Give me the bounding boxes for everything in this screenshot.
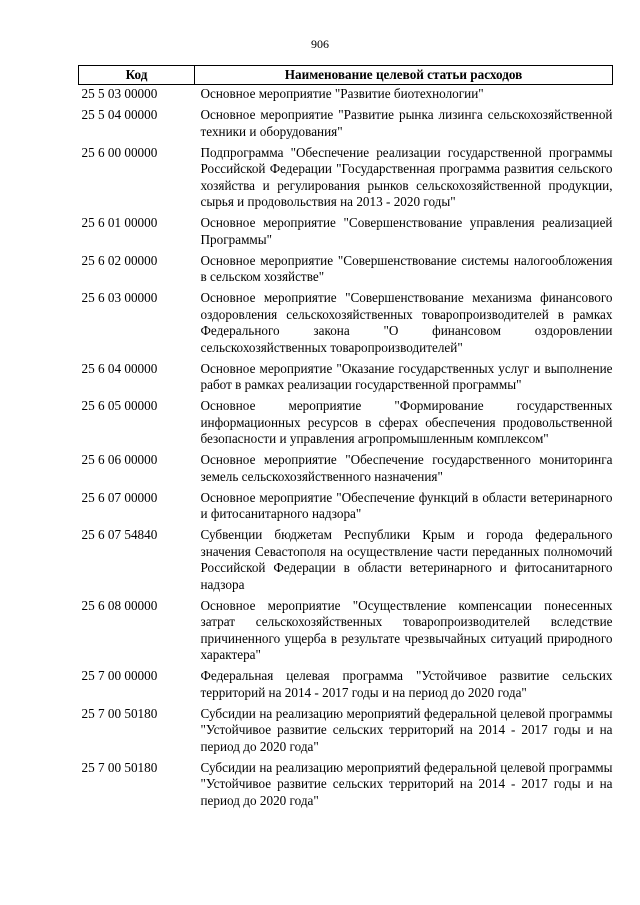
row-name: Субсидии на реализацию мероприятий федеральной целевой программы "Устойчивое развитие сельских территорий на 2014 - 2017 годы и на период до 2020 года" <box>200 705 613 754</box>
row-name: Основное мероприятие "Совершенствование управления реализацией Программы" <box>200 215 613 247</box>
row-name: Основное мероприятие "Развитие биотехнологии" <box>200 86 484 101</box>
table-row <box>79 398 613 452</box>
row-name: Субвенции бюджетам Республики Крым и города федерального значения Севастополя на осуществление части переданных полномочий Российской Федерации в области ветеринарного и фитосанитарного надзора <box>200 527 613 592</box>
table-row <box>79 290 613 361</box>
table-row <box>79 760 613 814</box>
row-code: 25 5 03 00000 <box>81 86 158 101</box>
row-code: 25 7 00 50180 <box>81 705 158 721</box>
table-row <box>79 361 613 399</box>
row-code: 25 6 06 00000 <box>81 452 158 467</box>
table-row <box>79 598 613 669</box>
table-header-row <box>79 66 613 85</box>
row-code: 25 6 02 00000 <box>81 252 158 268</box>
budget-items-table <box>78 65 613 814</box>
row-code: 25 7 00 00000 <box>81 668 158 683</box>
header-name: Наименование целевой статьи расходов <box>195 66 613 85</box>
table-row <box>79 145 613 216</box>
row-name: Основное мероприятие "Совершенствование механизма финансового оздоровления сельскохозяйственных товаропроизводителей в рамках Федерального закона "О финансовом оздоровлении сельскохозяйственных товаропроизводителей" <box>200 290 613 355</box>
table-row <box>79 452 613 490</box>
row-code: 25 6 08 00000 <box>81 597 158 613</box>
row-code: 25 6 00 00000 <box>81 144 158 160</box>
page-number: 906 <box>311 37 329 51</box>
row-name: Основное мероприятие "Обеспечение государственного мониторинга земель сельскохозяйственного назначения" <box>200 452 613 484</box>
row-code: 25 6 01 00000 <box>81 215 158 230</box>
table-row <box>79 706 613 760</box>
row-code: 25 6 03 00000 <box>81 290 158 305</box>
row-name: Основное мероприятие "Оказание государственных услуг и выполнение работ в рамках реализации государственной программы" <box>200 360 613 392</box>
table-row <box>79 527 613 598</box>
row-name: Основное мероприятие "Формирование государственных информационных ресурсов в сферах обеспечения продовольственной безопасности и управления агропромышленным комплексом" <box>200 398 613 446</box>
row-name: Основное мероприятие "Обеспечение функций в области ветеринарного и фитосанитарного надзора" <box>200 489 613 521</box>
row-code: 25 5 04 00000 <box>81 107 158 122</box>
table-row <box>79 215 613 253</box>
row-code: 25 6 05 00000 <box>81 398 158 413</box>
table-row <box>79 85 613 108</box>
row-code: 25 6 07 00000 <box>81 489 158 505</box>
table-row <box>79 668 613 706</box>
row-code: 25 6 07 54840 <box>81 527 158 542</box>
row-name: Основное мероприятие "Развитие рынка лизинга сельскохозяйственной техники и оборудования" <box>200 107 613 139</box>
row-code: 25 6 04 00000 <box>81 360 158 376</box>
row-name: Подпрограмма "Обеспечение реализации государственной программы Российской Федерации "Государственная программа развития сельского хозяйства и регулирования рынков сельскохозяйственной продукции, сырья и продовольствия на 2013 - 2020 годы" <box>200 144 613 209</box>
row-code: 25 7 00 50180 <box>81 759 158 775</box>
table-row <box>79 107 613 145</box>
table-row <box>79 490 613 528</box>
table-row <box>79 253 613 291</box>
row-name: Субсидии на реализацию мероприятий федеральной целевой программы "Устойчивое развитие сельских территорий на 2014 - 2017 годы и на период до 2020 года" <box>200 759 613 808</box>
header-code: Код <box>79 66 195 85</box>
row-name: Федеральная целевая программа "Устойчивое развитие сельских территорий на 2014 - 2017 годы и на период до 2020 года" <box>200 668 613 700</box>
row-name: Основное мероприятие "Совершенствование системы налогообложения в сельском хозяйстве" <box>200 252 613 284</box>
row-name: Основное мероприятие "Осуществление компенсации понесенных затрат сельскохозяйственных товаропроизводителей вследствие причиненного ущерба в результате чрезвычайных ситуаций природного характера" <box>200 597 613 662</box>
